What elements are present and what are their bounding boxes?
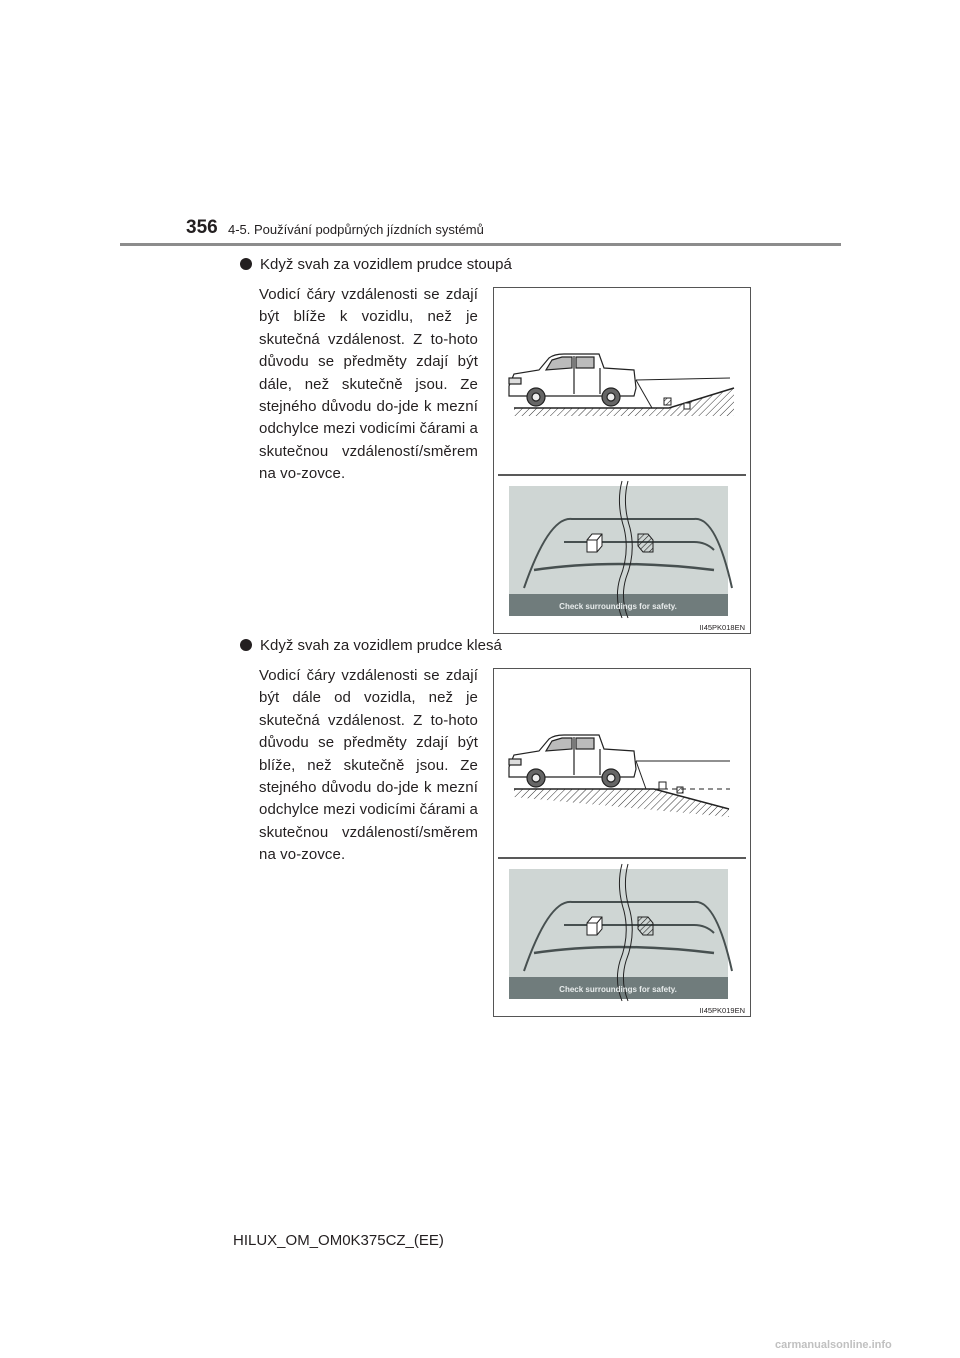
- camera-slope-line: [636, 761, 646, 789]
- ground-hatch: [514, 789, 729, 817]
- object-box-icon: [587, 534, 602, 552]
- object-box-icon: [664, 398, 671, 405]
- object-box-icon: [659, 782, 666, 789]
- figure-uphill: [493, 287, 751, 634]
- bullet-icon: [240, 258, 252, 270]
- chapter-title: 4-5. Používání podpůrných jízdních systémů: [228, 222, 484, 237]
- body-text-downhill: Vodicí čáry vzdálenosti se zdají být dále od vozidla, než je skutečná vzdálenost. Z to-hoto důvodu se předměty zdají být blíže, než skutečně jsou. Ze stejného důvodu do-jde k mezní odchylce mezi vodicími čárami a skutečnou vzdáleností/směrem na vo-zovce.: [259, 667, 479, 864]
- page-number: 356: [186, 217, 218, 238]
- uphill-illustration: [494, 288, 750, 633]
- camera-slope-line: [636, 380, 652, 408]
- object-box-icon-hatched: [638, 917, 653, 935]
- screen-message: Check surroundings for safety.: [559, 985, 677, 994]
- camera-view-line: [636, 378, 730, 380]
- heading-text: Když svah za vozidlem prudce klesá: [260, 637, 502, 654]
- object-box-icon: [587, 917, 602, 935]
- object-box-icon: [677, 787, 683, 793]
- bullet-heading-downhill: [240, 637, 502, 654]
- body-text-uphill: Vodicí čáry vzdálenosti se zdají být blíže k vozidlu, než je skutečná vzdálenost. Z to-hoto důvodu se předměty zdají být dále, než skutečně jsou. Ze stejného důvodu do-jde k mezní odchylce mezi vodicími čárami a skutečnou vzdáleností/směrem na vo-zovce.: [259, 286, 479, 483]
- bullet-icon: [240, 639, 252, 651]
- footer-document-id: HILUX_OM_OM0K375CZ_(EE): [233, 1232, 444, 1249]
- header-rule: [120, 243, 841, 246]
- pickup-truck-icon: [509, 735, 636, 787]
- figure-downhill: [493, 668, 751, 1017]
- watermark: carmanualsonline.info: [775, 1339, 892, 1351]
- object-box-icon: [684, 403, 690, 409]
- heading-text: Když svah za vozidlem prudce stoupá: [260, 256, 512, 273]
- downhill-illustration: [494, 669, 750, 1016]
- screen-message: Check surroundings for safety.: [559, 602, 677, 611]
- figure-code: II45PK019EN: [699, 1006, 745, 1015]
- pickup-truck-icon: [509, 354, 636, 406]
- object-box-icon-hatched: [638, 534, 653, 552]
- bullet-heading-uphill: [240, 256, 512, 273]
- figure-code: II45PK018EN: [699, 623, 745, 632]
